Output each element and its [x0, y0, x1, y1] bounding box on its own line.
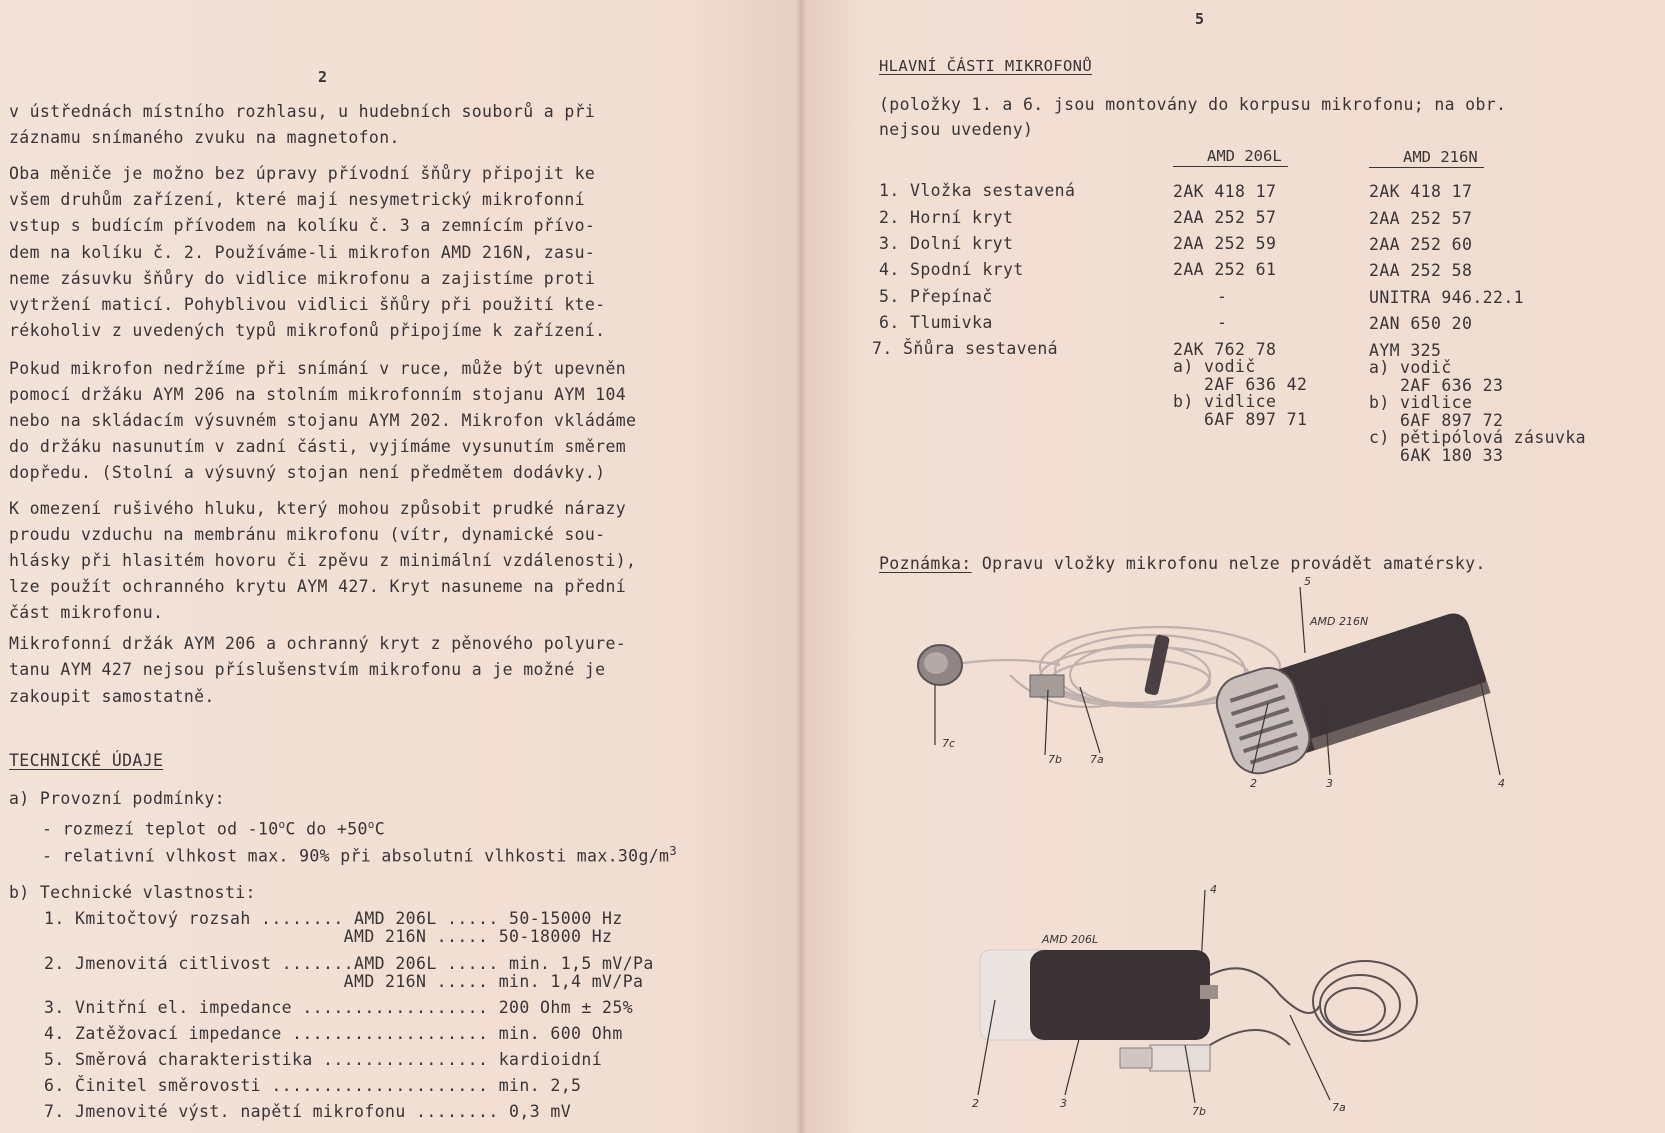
plug-7b: [1120, 1045, 1210, 1071]
text-line: všem druhům zařízení, které mají nesymetrický mikrofonní: [9, 190, 585, 209]
intro-line: (položky 1. a 6. jsou montovány do korpusu mikrofonu; na obr.: [879, 95, 1507, 114]
part-code: 2AA 252 59: [1173, 234, 1277, 253]
parts-heading: HLAVNÍ ČÁSTI MIKROFONŮ: [879, 57, 1092, 75]
callout-label: 7c: [942, 737, 956, 750]
spec-row: 3. Vnitřní el. impedance .................. 200 Ohm ± 25%: [44, 998, 634, 1017]
figure-model-label: AMD 216N: [1310, 615, 1369, 628]
text-line: tanu AYM 427 nejsou příslušenstvím mikrofonu a je možné je: [9, 660, 606, 679]
callout-label: 4: [1498, 777, 1505, 790]
text-line: K omezení rušivého hluku, který mohou způsobit prudké nárazy: [9, 499, 627, 518]
text-line: zakoupit samostatně.: [9, 687, 215, 706]
mic-body-216n: [1210, 604, 1493, 781]
col-header-216n: AMD 216N: [1369, 148, 1484, 168]
callout-label: 3: [1060, 1097, 1067, 1110]
callout-label: 2: [1250, 777, 1257, 790]
intro-line: nejsou uvedeny): [879, 120, 1034, 139]
callout-label: 7b: [1048, 753, 1062, 766]
part-code: 2AA 252 58: [1369, 261, 1473, 280]
part-code: 2AA 252 57: [1173, 208, 1277, 227]
text-line: vytržení maticí. Pohyblivou vidlici šňůry při použití kte-: [9, 295, 606, 314]
spec-row: 7. Jmenovité výst. napětí mikrofonu ........ 0,3 mV: [44, 1102, 572, 1121]
callout-label: 5: [1304, 575, 1311, 588]
text-line: záznamu snímaného zvuku na magnetofon.: [9, 128, 400, 147]
callout-label: 7a: [1090, 753, 1104, 766]
part-name: 1. Vložka sestavená: [879, 181, 1076, 200]
part-name: 6. Tlumivka: [879, 313, 993, 332]
cord-206l-parts: a) vodič 2AF 636 42 b) vidlice 6AF 897 71: [1173, 357, 1308, 429]
page-number-right: 5: [1195, 10, 1205, 28]
tech-heading: TECHNICKÉ ÚDAJE: [9, 751, 164, 770]
note: [879, 551, 1486, 578]
part-name: 4. Spodní kryt: [879, 260, 1024, 279]
text-line: do držáku nasunutím v zadní části, vyjímáme vysunutím směrem: [9, 437, 627, 456]
text-line: neme zásuvku šňůry do vidlice mikrofonu a zajistíme proti: [9, 269, 596, 288]
col-header-206l: AMD 206L: [1173, 147, 1288, 167]
text-line: rékoholiv z uvedených typů mikrofonů připojíme k zařízení.: [9, 321, 606, 340]
part-code: 2AK 762 78: [1173, 340, 1277, 359]
conditions-heading: a) Provozní podmínky:: [9, 789, 225, 808]
text-line: hlásky při hlasitém hovoru či zpěvu z minimální vzdálenosti),: [9, 551, 637, 570]
callout-label: 7b: [1192, 1105, 1206, 1118]
part-code: -: [1217, 313, 1228, 332]
spec-row: 5. Směrová charakteristika ................ kardioidní: [44, 1050, 603, 1069]
part-code: 2AA 252 60: [1369, 235, 1473, 254]
note-text: Opravu vložky mikrofonu nelze provádět amatérsky.: [971, 554, 1486, 573]
spec-row: AMD 216N ..... min. 1,4 mV/Pa: [44, 972, 644, 991]
spec-row: 1. Kmitočtový rozsah ........ AMD 206L ..... 50-15000 Hz: [44, 909, 623, 928]
note-label: Poznámka:: [879, 554, 972, 573]
part-code: -: [1217, 287, 1228, 306]
spec-row: 4. Zatěžovací impedance ................... min. 600 Ohm: [44, 1024, 623, 1043]
connector-7b: [1030, 675, 1064, 697]
text-line: Oba měniče je možno bez úpravy přívodní šňůry připojit ke: [9, 164, 596, 183]
part-code: 2AA 252 61: [1173, 260, 1277, 279]
part-code: 2AN 650 20: [1369, 314, 1473, 333]
part-code: 2AA 252 57: [1369, 209, 1473, 228]
part-name: 3. Dolní kryt: [879, 234, 1014, 253]
temperature-range: - rozmezí teplot od -10$^o$C do $+50^oC$: [42, 818, 386, 839]
page-fold: [796, 0, 806, 1133]
part-code: AYM 325: [1369, 341, 1442, 360]
text-line: proudu vzduchu na membránu mikrofonu (vítr, dynamické sou-: [9, 525, 606, 544]
text-line: část mikrofonu.: [9, 603, 164, 622]
callout-label: 2: [972, 1097, 979, 1110]
cord-216n-parts: a) vodič 2AF 636 23 b) vidlice 6AF 897 72 c) pětipólová zásuvka 6AK 180 33: [1369, 358, 1587, 465]
text-line: Mikrofonní držák AYM 206 a ochranný kryt z pěnového polyure-: [9, 634, 627, 653]
part-name: 7. Šňůra sestavená: [872, 339, 1059, 358]
figure-amd-206l: [960, 883, 1520, 1120]
text-line: vstup s budícím přívodem na kolíku č. 3 a zemnícím přívo-: [9, 216, 596, 235]
spec-row: 6. Činitel směrovosti ..................... min. 2,5: [44, 1076, 582, 1095]
text-line: nebo na skládacím výsuvném stojanu AYM 202. Mikrofon vkládáme: [9, 411, 637, 430]
callout-label: 7a: [1332, 1101, 1346, 1114]
connector-7c: [918, 645, 962, 685]
text-line: lze použít ochranného krytu AYM 427. Kryt nasuneme na přední: [9, 577, 627, 596]
spec-row: 2. Jmenovitá citlivost .......AMD 206L ..... min. 1,5 mV/Pa: [44, 954, 654, 973]
text-line: dem na kolíku č. 2. Používáme-li mikrofon AMD 216N, zasu-: [9, 243, 596, 262]
text-line: dopředu. (Stolní a výsuvný stojan není předmětem dodávky.): [9, 463, 606, 482]
humidity: - relativní vlhkost max. 90% při absolutní vlhkosti $\max.30g/m^3$: [42, 844, 677, 866]
mic-body-206l: [980, 950, 1218, 1040]
page-number-left: 2: [318, 68, 328, 86]
part-code: 2AK 418 17: [1369, 182, 1473, 201]
part-code: UNITRA 946.22.1: [1369, 288, 1525, 307]
text-line: pomocí držáku AYM 206 na stolním mikrofonním stojanu AYM 104: [9, 385, 627, 404]
part-name: 2. Horní kryt: [879, 208, 1014, 227]
part-code: 2AK 418 17: [1173, 182, 1277, 201]
figure-model-label: AMD 206L: [1042, 933, 1099, 946]
text-line: v ústřednách místního rozhlasu, u hudebních souborů a při: [9, 102, 596, 121]
text-line: Pokud mikrofon nedržíme při snímání v ruce, může být upevněn: [9, 359, 627, 378]
callout-label: 3: [1326, 777, 1333, 790]
spec-row: AMD 216N ..... 50-18000 Hz: [44, 927, 613, 946]
callout-label: 4: [1210, 883, 1217, 896]
properties-heading: b) Technické vlastnosti:: [9, 883, 256, 902]
figure-amd-216n: [900, 575, 1610, 840]
cord-coil: [1210, 961, 1417, 1045]
part-name: 5. Přepínač: [879, 287, 993, 306]
